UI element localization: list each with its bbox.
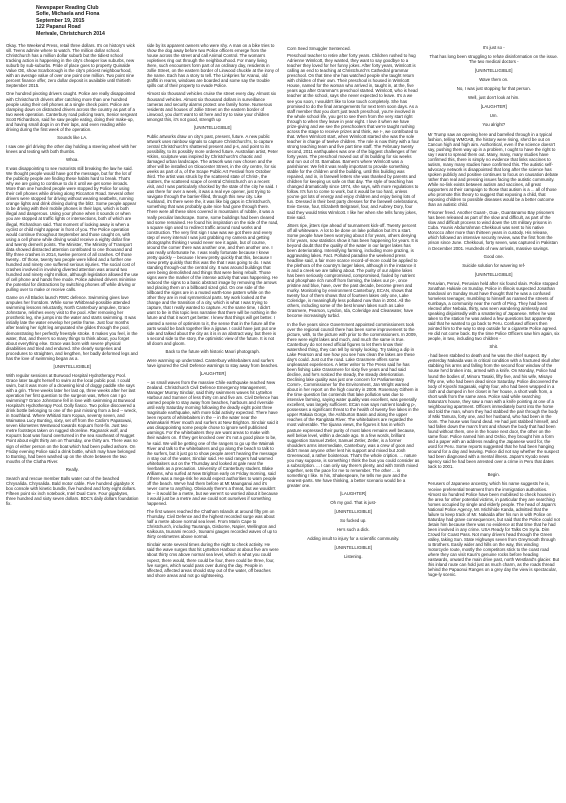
paragraph: One hundred pivoting drivers caught. Police are really disappointed with Christchurch drivers after catching more than one hundred people using their cell phones at a single check point. Police are clamping down on distracted drivers across the country as part of a two week operation. Canterbury road policing team, Senior sergeant Scott Richardson, said he saw people eating, doing their make-up, and having small dogs in on their laps, and even reading while driving during the first week of the operation. <box>6 91 138 132</box>
city-address: Merivale, Christchurch 2014 <box>36 30 105 37</box>
paragraph: Game on All Blacks launch RWC defence. Swimming gives love ampules her frontdom. While some Whitbread-possible attended swimming lessons reluctantly, North Canterbury ampulee, Grace Johnstone, relishes every visit to the pool. After removing her prosthetic leg, she jumps into the water and starts swimming. It was initially late the water envelop her petite frame. Just four months after tearing her right leg amputated she glides through the pool, demonstrating her perfectly freestyle stroke. It makes you feel, in the water, that, and there's so many things to think about, you forget about everything else. Grace was born with severe physical disabilities and tried and endured. She clearly surgeries and procedures to straighten, and lengthen, her badly deformed legs and has the love of swimming began as a. <box>6 295 138 361</box>
speaker-line: Adding insult to injury for a scientific community. <box>307 536 400 542</box>
paragraph: Perusers of Japanese ancestry, which his name suggests he is, receive preferential treatment from the immigration authorities. Almost six hundred Police have been mobilised to check houses in the area for other potential victims, in particular they are searching homes occupied by single and elderly people. The head of Japan's National Police Agency, Mr. Michihide Kanda, admitted that the failure to keep track of Mr. Nakaida after his run in with Police on Saturday had grave consequences, but said that the Police could not detain him because there was no evidence at that time that he had been involved in any crime. USA Ready for Talks On Syria. Dim Crowd for Coast Pass. Not many drivers head through the Green Valley, taking Sun. State Highways seven from Greymouth through to Brothers. Easily wider and hills on the way, this winding motorcycle route, mostly the competitors stick to the coast road where they can visit Kauri's genuine rocks before heading eastwards, onward the main drive past, north Westland's glacier. But this inland route can hold just as much charm, as the roads thread behind the Papaonui Ranges on a grey day the view is spectacular, huge-ly scenic. <box>427 481 560 578</box>
column-2 <box>147 43 280 803</box>
street-address: 122 Papanui Road <box>36 24 81 31</box>
paragraph: side by its apparent owners who were shy. A man on a bike tries to show the dog away before two Police officers emerge from the house across the street and call Animal Control. The woman's expletives ring out through the neighbourhood. For many living there, such encounters form part of an ordinary day, residents in Jollie Street, on the eastern border of Linwood chuckle at the irony of the name. Each has a story to tell. The Linkpries for Aranui, old graffiti in reams, windows are boarded and some say the trouble spills out of their property to evade Police. <box>146 43 279 89</box>
speaker-line: Back to the future with historic Maori photograph. <box>165 348 260 354</box>
speaker-line: That has long been struggling to refute disinformation on the issue. The two medical doctors - <box>429 54 558 65</box>
speaker-line: Whoa. <box>65 156 79 162</box>
speaker-line: He's such a dick. <box>336 527 370 533</box>
column-1 <box>6 43 139 803</box>
speaker-line: Listening. <box>343 554 363 560</box>
paragraph: Almost six thousand vehicles cruise the street every day. Almost six thousand vehicles. Almost six thousand dollars in surveillance cameras and security alarms protect one family home. Numerous residents and houses of Jollie Street on the eastern border of Linwood, you don't want to sit here and try to raise your children amongst this, it's not good, strength up <box>146 91 277 122</box>
speaker-line: [LAUGHTER] <box>340 491 367 497</box>
paragraph: Mr Trump saw an opening here and barrelled through in a typical fashion, telling WMGAB, the history were rising, she'd be out on Cancun high and high aim. Authoritical, even if the science doesn't say, pushing them way up in a problem, I ought to have the right to say I want to spread them out. Many, many, many studies have confirmed this, there is simply no evidence that links vaccines to autism, many many studies have confirmed this. The autistic self-advocacy network is disappointed that long after the science has spoken publicly and positive continues to focus on causation debate rather than real and pressing issues facing the autistic community. While no-link exists between autism and vaccines, all great supporters at their campaign to those that autism is a ... all of those who promote this theory to suggest that exposing a child, that exposing children to possible diseases would be a better outcome than an autistic child. <box>427 131 559 208</box>
paragraph: Search and rescue member Balls water out of the beached Chrysalida. Chrysalida. Bald motor cable. Five hundred gigabyte X box console with kinetic bundle, five hundred and forty eight dollars. Fifteen point six inch notebook, Intel Dual Core. Four gigabytes, three hundred and sixty seven dollars. BDC's daily dollars foundation fix. <box>6 475 139 506</box>
speaker-line: Well, just don't look at him. <box>468 95 520 101</box>
speaker-line: [UNINTELLIGIBLE] <box>334 509 372 515</box>
paragraph: I saw one girl driving the other day holding a steering wheel with her knees and texting with both thumbs. <box>6 143 137 154</box>
speaker-line: [UNINTELLIGIBLE] <box>475 271 513 277</box>
column-4 <box>428 43 561 803</box>
speaker-line: [UNINTELLIGIBLE] <box>53 363 91 369</box>
document-header <box>6 5 560 37</box>
speaker-line: It's just so - <box>482 45 505 51</box>
paragraph: -- as small waves from the massive Chile earthquake reached New Zealand. Christchurch Civil Defence Emergency Management, Manager Murray Sinclair, said thirty swimmers waves hit Lyttelton Harbour and Sumner of less thirty cm and five am. Civil Defence has warned people to stay away from beaches, harbours and riverside until early Saturday morning following the deadly eight point three magnitude earthquake, with more tidal activity expected. There have been reports of whitebaiters in the -- in the water near the Waimakariri River mouth and surfers at New Brighton. Sinclair said it was disappointing some people chose to ignore well publicised warnings. For the whitebaiters they are want areas to make with their waders on. If they get knocked over it's not a good place to be, he said. We will be getting one of the rangers to go up the Waimak River and talk to the whitebaiters and go along the beach to talk to the surfers, but it just go to show people aren't hearing the message in stay out of the water, Sinclair said. He said rangers had warned whitebaiters out on the Thursday and looked at gale near the riverbank as a precaution. University of Canterbury student. Blake Williams, who surfed at New Brighton early on Friday morning, said if there was a mega-risk he would expect authorities to warn people off the beach. We've had them before at Mt Maunganui and it's never come to anything. Obviously there's a threat, but we wouldn't be -- it would be a metre, but we weren't so worried about it because it would just be a metre and we could sort ourselves if something happened. <box>146 379 279 507</box>
speaker-line: [LAUGHTER] <box>480 104 507 110</box>
speaker-line: [UNINTELLIGIBLE] <box>334 545 372 551</box>
paragraph: It was disappointing to see motorists still breaking the law he said. We thought people would have got the message, but for the lot of the publicity people are finding these habits hard to break. That's why we are going to continue to do it until we get some inroads. More than one hundred people were stopped by Police for using their cell phones while driving along Riccarton Road. Several other drivers were stopped for driving without wearing seatbelts, running orange lights and drink driving during the blitz. Some people appear to be driving with their mobile phones in their laps, which is both illegal and dangerous. Using your phone when it sounds or when you are stopped at traffic lights or intersections, both of which are illegal, Richardson said. That moment of looking away is when a cyclist or child might appear in front of you. The Police operation would continue throughout September and those caught on, with using a cell phone while driving would receive a eighty dollar fine and twenty demerit points. The Minister, The Ministry of Transport data showed distracted attention contributed to one thousand and fifty three crashes in 2014, twelve percent of all crashes. Of those twenty.. Of those, twenty two people were killed and a further one hundred and ninety one suffered serious injuries. The social cost of crashes involved in involving diverted attention was around two hundred and ninety eight million, although legislation allowed the use of cell phone and hands free mode. Police advised drivers minimise the potential for distractions by switching phones off while driving or pulling over to make or receive calls. <box>6 166 139 293</box>
paragraph: Sinclair wrote several times during the night to check activity. He said the wave surges that hit Lyttelton Harbour at about five am were about thirty cms above normal sea level, which is what you could expect, there would, there could be four, there could be three, four, five surges, which would pass over during the day. People in affected, affected areas should stay out of the water, off beaches and shore areas and not go sightseeing. <box>146 542 279 578</box>
date: September 19, 2015 <box>36 17 85 24</box>
speaker-line: [UNINTELLIGIBLE] <box>475 68 513 74</box>
speaker-line: Sounds like LA. <box>57 134 88 140</box>
column-3 <box>287 43 420 803</box>
paragraph: Jitters ripe, jitters ripe ahead of tournament kick-off. Twenty percent off all whiteware. A lot to be done on lake pollution but it's a start. Some people have been worrying about it for years, others denying it for years, now statistics show it has been happening for years. It is beyond doubt that the quality of the water in our larger lakes has been deteriorating. Intensifying farming, including more grazing, is aggravating lakes. Fact. Polluted paradise the weekend press headline said, a fair more scarce record-of-more could be applied to the plethora of the country's larger lakes, although in the instance it is and a creek we are talking about. The purity of our alpine lakes has been seriously compromised, compromised, fouled by nutrient and phosphate rich runoff from farming, the lakes our pr-, once pristine and blue, have, over the past decade, become green and murky. Monitoring by environment Canterbury, ECAN, shows that twenty four of them shows that of fourteen lakes only one, Lake Coleridge, is meaningfully less polluted now than in 2004. All the others, including some of the best known lakes such as Lake Grasmere, Pearson, Lyndon, Ida, Coleridge and Clearwater, have become increasingly turbid. <box>287 222 419 319</box>
speaker-line: Shit. <box>489 344 499 350</box>
paragraph: Prisoner freed. Another Guant-, Gua-, Guantanamo Bay prisoners has been released as part of the slow and difficult, as part of the slow and difficult process to wind down the US military prisons in Cuba. Younis Abdurrahman Chekkouri was sent to his native Morocco after more than thirteen years in custody. His release, which followed an intensive security review, was the first from the prison since June. Chekkouri, forty seven, was captured in Pakistan in December 2001. Hundreds of new arrivals, massive savings. <box>427 210 558 251</box>
paragraph: - had been stabbed to death and he was the chief suspect. By yesterday Nakaida was in critical condition with a fractured skull after stabbing his arms and falling from the second floor window of the house he'd broken into, armed with a knife. On Monday, Police had found the bodies of, Minoru Tasaki, fifty five, and his wife, Misayo Fifty one, who had been dead since Saturday. Police discovered the body of Kiyoshi Sagasaki, eighty four, who had been wrapped in a cloth and dumped in her closet in her house, a short walk from, a short walk from the same area. Police said while searching Saturuta's house, they saw a man with a knife pointing at one of a neighbouring apartment. Officers immediately burst into the home and told the man, whom they had stabbed the pair through the body of Miki Tamura, forty one, and her husband, who had been in the room. The house was found dead. He had just stabbed himself, and had fallen down the man's front and shown the body that had been found without them, one in the house next door, the other on the same floor. Police named him and Oshio, they brought him a form and a paper with an address reading the Japanese word for, the word for Peru. Some reports suggested that he had been hanging around for a day and leaving. Police did not say whether the suspect had been diagnosed with a mental illness. Japan's Kyodo news agency said he had been arrested over a crime in Peru that dates back to 2001. <box>427 353 560 470</box>
speaker-line: [LAUGHTER] <box>199 370 226 376</box>
speaker-line: So fucked up. <box>339 518 367 524</box>
paragraph: Okay. The Weekend Press, retail three dollars. It's on history's wick sill. Teens admire where to watch. The million dollar school. Christchurch has a million dollar suburb but the tidiest school tracking action is happening in the city's cheaper low suburbs, new suburb by sub-suburbs. Pride of place goes to property Quinalde Value OE, show Scarborough is the city's priciest neighbourhood, with an average value of over one point one million. Two point nine percent finance offer, zero dollar deposit is available until thirtieth September 2015. <box>6 43 135 89</box>
participants: Sofie, Michaela and Fiona <box>36 11 100 18</box>
transcript-columns <box>6 43 560 803</box>
speaker-line: Good one. <box>483 253 504 259</box>
speaker-line: [UNINTELLIGIBLE] <box>194 124 232 130</box>
paragraph: Were warming up underrated. Canterbury whitebaiters and surfers have ignored the Civil Defence warnings to stay away from beaches. <box>146 357 279 368</box>
paragraph: Peruvian, Peruvi, Peruvian held after six found slain. Police stopped Jonathan Hukiale on Sunday. Police in Illinois suspected Jonathan Sandoval on Sunday must have thought that he was a confused homeless teenager, mumbling to himself as roamed the streets of Kumbaya, a community near the north of Ping. They had been elected after Nebaia, thirty, was seen wandering aimlessly and speaking disjointedly with a smattering of Japanese. When he was taken to the station he was asked a few questions but apparently said that he wanted to go back to Peru. Confused officers then pointed him to the way to step outside for a cigarette Police agreed. He did not come back. By the time Police Officers saw him again, six people, in two, including two children - <box>427 280 560 342</box>
club-name: Newspaper Reading Club <box>36 5 99 11</box>
paragraph: In the five years since Government appointed commissioners took over the regional council there has been some improvement to the picture, with, to the picture with prior to the commissioners. In 2009, there were eight lakes and much, and much the same is true. Canterbury do not need official figures to let them know their watershed thing, they can tell by simply looking. Try taking a dip in Lake Pearson and see how you see how clean the lakes are these day's could. Just cut the road. Lake Grasmere offers some unpleasant experiences. A letter writer to The Press said he has been fishing Lake Grassmere for sixty five years and had said decline, and he's noticed the steady, the steady deterioration. Declining lake quality was just one concern for Parliamentary Comm-, Commissioner for the Environment, Jan Wright warned about in her report on the high country in 2009. Rosemary Githem in the time question fan contends that lake pollution was due to intensive farming, saying water quality was excellent, was generally excellent, was largely sufficient. ECan now says nutrient loading p-, possesses a significant threat to the health of twenty five lakes in the upper Rakaia Gorge, the Ashburton Basin and along the upper reaches of the Rangitata River. The whitebaiters are regarded the most vulnerable. The tijuana views, the figures it has in which pasture expressed their purity of most lakes remains well because, well below level, within a decade ago. In a few words, brilliant suggestion Samuel Zetler, Samuel Zetler, Zetler, is a former shoulders arms intermediate, Canterbury, was a crew of goon and didn't mean anyone other lent his support and mixed but Josh Greenwood, a rather boisterous. That's the whole cription. ... nature you may suppose, is something I think the bus you could consider as a subscription. ... I can only say there's plenty, and with Smith mixed together, sets the pace for me to remember. The other ... is something I like. In his, Shakespeare, he tells me pure and the nearest-parts. We have thinking, a better scenario would be a greater one. <box>287 321 420 489</box>
speaker-line: Oh my god. That is just- <box>330 500 377 506</box>
speaker-line: Wave them on. <box>479 77 509 83</box>
paragraph: With regular sessions at Burwood Hospital Hydrotherapy Pool. Grace later taught herself to swim at the local public pool. I could swim, but it was more of a drowning kind of doggy paddle she says with a grin. Three weeks later her last op, three weeks after her last operation her first question to the surgeon was, When can I go swimming? Grace Johnstone fell in love with swimming at Burwood Hospital's Hydrotherapy Pool. Dolly fiasco. Two police discovered a drink bottle belonging to one of the pair missing from a bed -- wreck, in Southland. Where Whitiati Sam Kopua, seventy seven, and Waimatea Lucy Bunting, sixty, set off from the Catlin's Papatowai, seven kilometres Westwood towards Kopua's front-fin. Just two metre footsteps taken on rugged shoreline. Ragnarok wolf, and Kopua's boat was found overturned in the sea southeast of Nugget Point about eight thirty am on Thursday, one thirty am. There was no sign of either person on the boat which had been pulled ashore. On Friday evening Police said a drink bottle, which may have belonged to Bunting, had been washed up on the shore between the two mouths of the Clutha River. <box>6 372 138 464</box>
heading-line: Corn Seed Smuggler Sentenced. <box>287 46 351 52</box>
paragraph: Preschool teacher to retire after forty years. Children rushed to hug Adrienne Wimlcott, they wanted, they want to say goodbye to a teacher they loved for her funny jokes. After forty years, Wimlcott is calling an end to teaching at Christchurch's Cathedral grammar preschool. On that time she has watched people she taught return with children of their own. Their preschool is housed in Wimlcott House, named for the woman who arrived in, taught in, at the, five years ago after Grammar's preschool started. Wimlcott, who is head teacher at the school, says she never expected to leave. It's a we see you soon, I wouldn't like to lose touch completely. She has promised to do the final arrangements for next term soon days. As a staff member that you don't just teach preschool, you're involved in the whole school life, you get to see them from the very start right through to when they leave in year eight. I love it when we have prize-giving and we see the preschoolers that we're taught rushing across the stage to receive prizes and think, we r-, we contributed to that. When Wimlcott start, when Wimlcott started she was the sole teacher in charge of twelve children. The role is now thirty with a four strong teaching team and five part time staff. The February twenty second, 2011 earthquakes was one of the biggest challenges of her forty years. The preschool moved out of its building for six weeks and run out of St. Barnabas. Barnes's where Wimlcott was a parishioner. We felt it was really important to provide something stable for the children until the building, until this building was repaired, and in, in farewell letters she was thanked by parents and children for keeping us safe on that day. The style of teaching has changed dramatically since 1974, she says, with more regulations to follow. It's fun to come to work, but it would be too hard, unless you've got lots of energy and enjoy children and enjoy being lots of fun. Dressed in their best party dresses for the farewell celebrations, Evie Gesse, four, Elizabeth Belgrasel, four, and Aubrey Dory, four said they would Miss Wimlcott. I like her when she tells funny jokes, Evie said. <box>287 53 419 220</box>
speaker-line: You alright? <box>482 122 506 128</box>
speaker-line: No, I was just stopping for that person. <box>456 86 531 92</box>
paragraph: The first waves reached the Chatham Islands at around fifty pm on Thursday. Civil Defence and the highest recorded surge was about half a metre above normal sea level. From Marin Cape to Christchurch, including Tauranga, Gisborne, Napier, Wellington and Kaikoura, tsunami record-, tsunami gauges recorded waves of up to thirty centimetres above normal. <box>146 509 277 540</box>
speaker-line: Really. <box>65 466 79 472</box>
speaker-line: Suicide solution for wavering ref- <box>462 262 526 268</box>
speaker-line: Um. <box>489 113 498 119</box>
paragraph: Public artworks draw on city's past, present, future. A new public artwork uses rainbow signals to capture Christchurch's, to capture central Christchurch's shattered present and p-s, and point to its possibility, to its possibly more ordered future. Australian artist, Peter Atkins, sculpture was inspired by Christchurch's chaotic and damaged urban landscape. The artwork was now chosen and the other will be installed on Gloucester Street, in the city centre, for six weeks as part of a, of the Scape Public Art Festival from October third. The artist was struck by the scattered state of Christ-, the scatters, the scattered scape of central Christchurch on a recent visit, and I was particularly shocked by the state of the city he said. I was there for over a week, it was a real eye opener, just trying to navigate through the barrier-filled, through this new city. Like Auckland, it's there were the, it was like big gaps in Christchurch, something that was probably quite nice had gone through there. There were all these sites covered in mountains of rubble, it was a really peculiar landscape. Some, some buildings had been cleared and some remained. He found his inspiration on the side of the road, a square sign used to redirect traffic around road works and construction. The very first sign I saw was we got there and every step of every interval I was just grabbing my camera and getting photographs thinking I would never see it again, but of course, around the corner there was another one, and then another one. I was really unfortunate he. I was really fortunate because I knew pretty quickly -- because I knew pretty quickly that this, because I knew pretty quickly that this was the that I was going to do. I was standing through-out the central city. It was around buildings that were being demolished and things that were being rebuilt. Those signs were the marker of the intense activity that was happening. He reduced the signs to a basic abstract image by removing the arrows and placing them on a billboard sized grid. On one side of the billboard the signs are in a muted earth-tone pattern while on the other they are in real symmetrical parts. My work looked at the change and the transition of a city, which is what I was trying to capture, that I really wanted to capture. At the same time, I didn't want to be in this topic less narrative that there will be nothing in the future and that it won't get better. I knew that things will get better. I wanted a sense of optimism to it, the sense that in the future all the parts would be back together like a jigsaw. I could have just put one side and talked about the city as it is in an abstract way, but there is a second side to the story, the optimistic view of the future. It is not all doom and gloom. <box>146 133 279 346</box>
speaker-line: Begin. <box>487 472 500 478</box>
